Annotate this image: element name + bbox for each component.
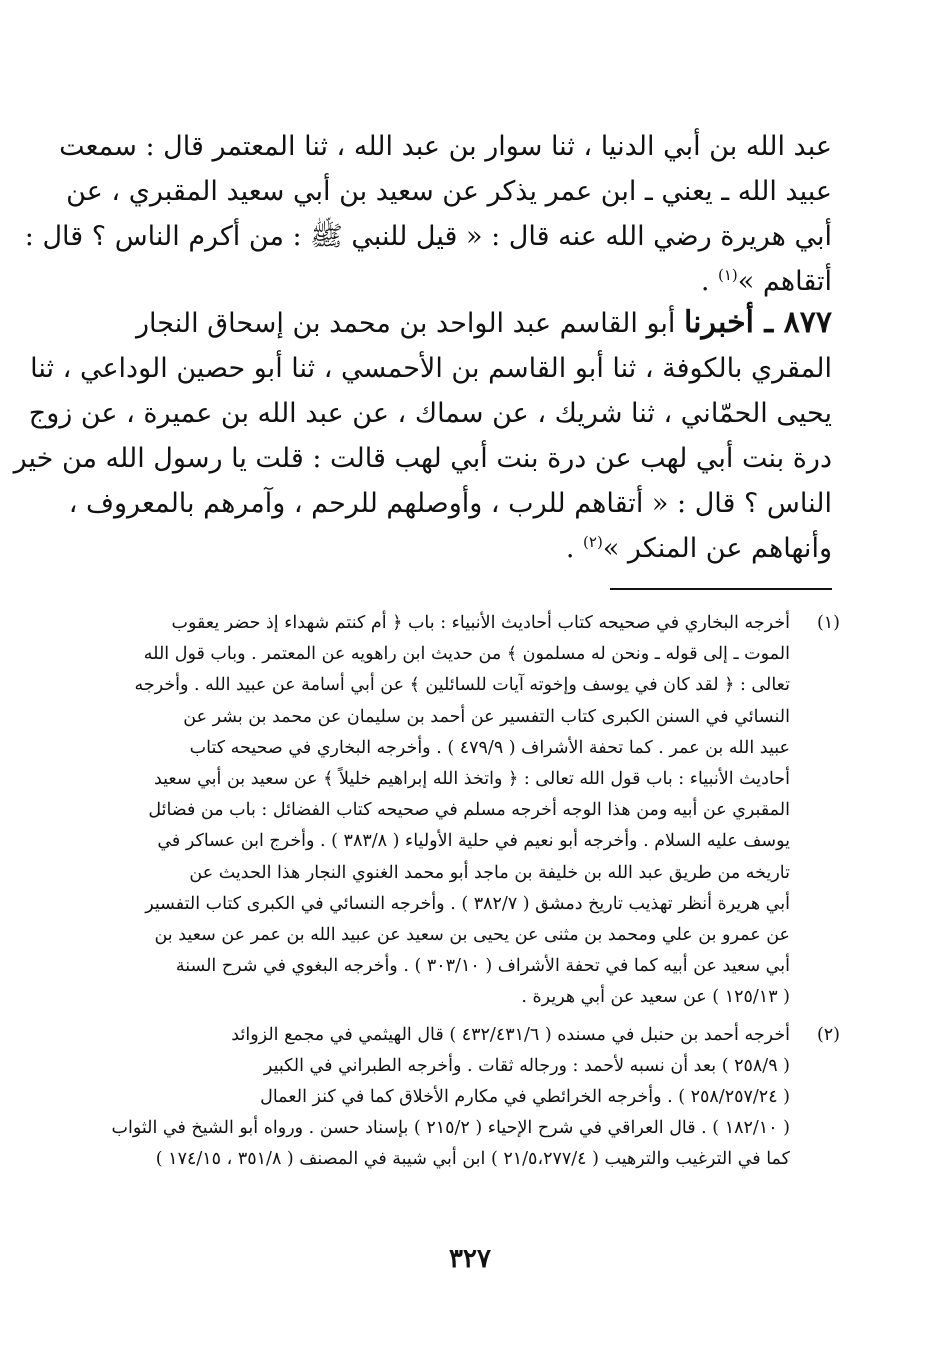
paragraph-line: درة بنت أبي لهب عن درة بنت أبي لهب قالت : قلت يا رسول الله من خير [13, 443, 832, 474]
footnote-line: تعالى : ﴿ لقد كان في يوسف وإخوته آيات للسائلين ﴾ عن أبي أسامة عن عبيد الله . وأخرجه [134, 675, 790, 696]
paragraph-text: وأنهاهم عن المنكر » [602, 533, 832, 564]
paragraph-line: عبيد الله ـ يعني ـ ابن عمر يذكر عن سعيد بن أبي سعيد المقبري ، عن [66, 176, 832, 207]
footnote-line: عن عمرو بن علي ومحمد بن مثنى عن يحيى بن سعيد عن عبيد الله بن عمر عن سعيد بن [154, 925, 790, 946]
footnote-marker: (٢) [816, 1024, 840, 1045]
paragraph-end: . [565, 533, 584, 564]
footnote-line: النسائي في السنن الكبرى كتاب التفسير عن أحمد بن سليمان عن محمد بن بشر عن [183, 706, 790, 727]
footnote-line: عبيد الله بن عمر . كما تحفة الأشراف ( ٤٧٩/٩ ) . وأخرجه البخاري في صحيحه كتاب [189, 737, 790, 758]
footnote-line: أخرجه البخاري في صحيحه كتاب أحاديث الأنبياء : باب ﴿ أم كنتم شهداء إذ حضر يعقوب [171, 613, 790, 633]
footnote-1 [100, 608, 840, 1014]
footnote-divider [610, 588, 832, 590]
footnote-marker: (١) [816, 613, 840, 633]
footnote-line: المقبري عن أبيه ومن هذا الوجه أخرجه مسلم في صحيحه كتاب الفضائل : باب من فضائل [148, 800, 790, 821]
paragraph-text: أبو القاسم عبد الواحد بن محمد بن إسحاق النجار [136, 308, 684, 339]
footnote-reference: (١) [718, 266, 738, 284]
paragraph-line: المقري بالكوفة ، ثنا أبو القاسم بن الأحمسي ، ثنا أبو حصين الوداعي ، ثنا [30, 353, 832, 384]
paragraph-line-last [104, 259, 832, 304]
footnote-line: ( ١٢٥/١٣ ) عن سعيد عن أبي هريرة . [521, 987, 790, 1008]
footnote-line: أبي سعيد عن أبيه كما في تحفة الأشراف ( ٣٠٣/١٠ ) . وأخرجه البغوي في شرح السنة [175, 956, 790, 977]
footnote-reference: (٢) [583, 533, 603, 551]
footnote-line: ( ٢٥٨/٢٥٧/٢٤ ) . وأخرجه الخرائطي في مكارم الأخلاق كما في كنز العمال [260, 1087, 790, 1108]
paragraph-end: . [700, 266, 718, 297]
paragraph-line: أبي هريرة رضي الله عنه قال : « قيل للنبي ﷺ : من أكرم الناس ؟ قال : [24, 221, 832, 252]
footnote-2 [100, 1020, 840, 1176]
footnote-line: يوسف عليه السلام . وأخرجه أبو نعيم في حلية الأولياء ( ٣٨٣/٨ ) . وأخرج ابن عساكر في [157, 831, 790, 852]
footnote-line: أخرجه أحمد بن حنبل في مسنده ( ٤٣٢/٤٣١/٦ ) قال الهيثمي في مجمع الزوائد [231, 1024, 790, 1045]
footnote-line: أبي هريرة أنظر تهذيب تاريخ دمشق ( ٣٨٢/٧ ) . وأخرجه النسائي في الكبرى كتاب التفسير [145, 893, 790, 914]
footnote-line: ( ٢٥٨/٩ ) بعد أن نسبه لأحمد : ورجاله ثقات . وأخرجه الطبراني في الكبير [263, 1055, 790, 1076]
paragraph-1 [24, 124, 832, 304]
paragraph-line: الناس ؟ قال : « أتقاهم للرب ، وأوصلهم للرحم ، وآمرهم بالمعروف ، [68, 488, 832, 519]
footnote-line: تاريخه من طريق عبد الله بن خليفة بن ماجد أبو محمد الغنوي النجار هذا الحديث عن [189, 862, 790, 883]
paragraph-line-first [104, 300, 832, 346]
footnote-line: أحاديث الأنبياء : باب قول الله تعالى : ﴿ واتخذ الله إبراهيم خليلاً ﴾ عن سعيد بن أبي سعيد [153, 769, 790, 790]
paragraph-2 [13, 300, 832, 571]
footnote-line: الموت ـ إلى قوله ـ ونحن له مسلمون ﴾ من حديث ابن راهويه عن المعتمر . وباب قول الله [143, 644, 790, 665]
paragraph-text: أتقاهم » [737, 266, 832, 297]
paragraph-line-last [104, 526, 832, 571]
footnotes [100, 608, 840, 1176]
paragraph-line: يحيى الحمّاني ، ثنا شريك ، عن سماك ، عن عبد الله بن عميرة ، عن زوج [28, 398, 832, 429]
paragraph-line: عبد الله بن أبي الدنيا ، ثنا سوار بن عبد الله ، ثنا المعتمر قال : سمعت [59, 131, 832, 162]
footnote-line: ( ١٨٢/١٠ ) . قال العراقي في شرح الإحياء ( ٢١٥/٢ ) بإسناد حسن . ورواه أبو الشيخ في الثواب [111, 1118, 790, 1139]
page-number: ٣٢٧ [449, 1244, 491, 1274]
footnote-line: كما في الترغيب والترهيب ( ٢١/٥،٢٧٧/٤ ) ابن أبي شيبة في المصنف ( ٣٥١/٨ ، ١٧٤/١٥ ) [155, 1149, 790, 1170]
hadith-number: ٨٧٧ ـ أخبرنا [684, 305, 832, 340]
